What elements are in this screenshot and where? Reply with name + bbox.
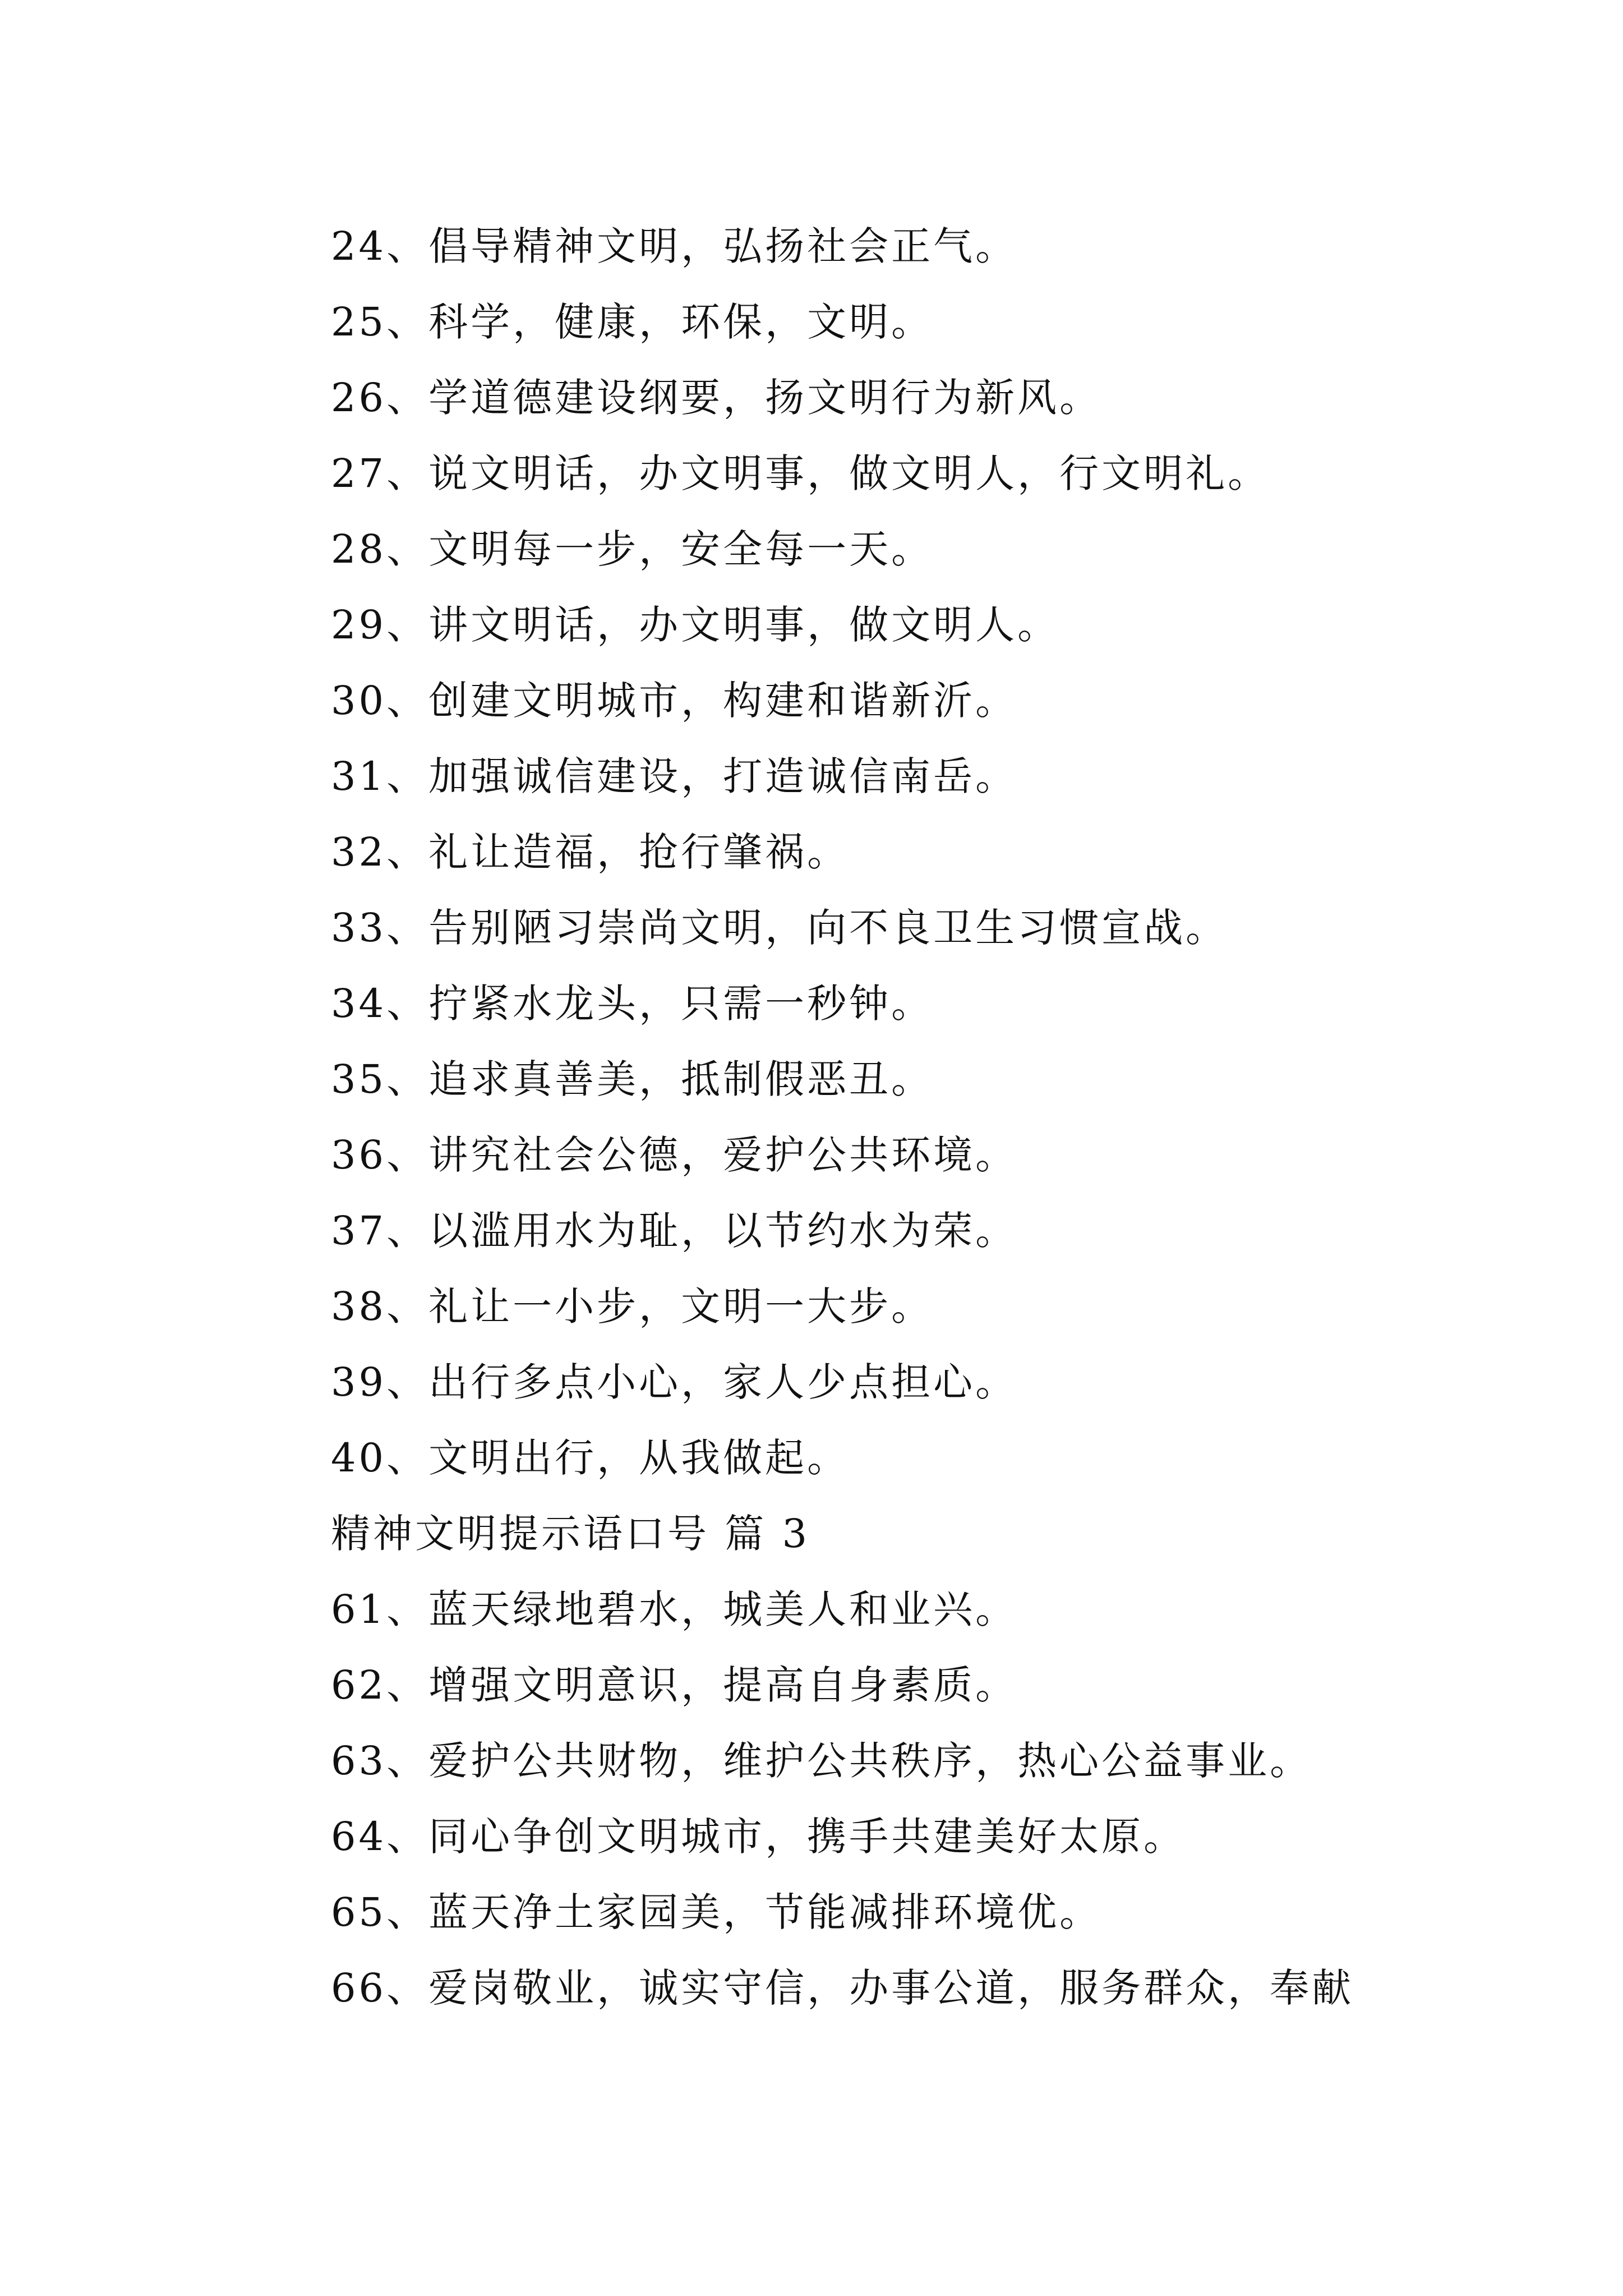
list-item-29: 29、讲文明话，办文明事，做文明人。 [331,602,1060,648]
list-item-26: 26、学道德建设纲要，扬文明行为新风。 [331,375,1102,421]
list-item-62: 62、增强文明意识，提高自身素质。 [331,1662,1018,1708]
list-item-32: 32、礼让造福，抢行肇祸。 [331,829,850,875]
list-item-25: 25、科学，健康，环保，文明。 [331,299,934,345]
list-item-39: 39、出行多点小心，家人少点担心。 [331,1359,1018,1405]
section-heading: 精神文明提示语口号 篇 3 [331,1511,810,1557]
list-item-24: 24、倡导精神文明，弘扬社会正气。 [331,223,1018,269]
list-item-28: 28、文明每一步，安全每一天。 [331,526,934,572]
document-body [331,209,1458,2026]
list-item-61: 61、蓝天绿地碧水，城美人和业兴。 [331,1586,1018,1632]
list-item-40: 40、文明出行，从我做起。 [331,1435,850,1481]
list-item-31: 31、加强诚信建设，打造诚信南岳。 [331,753,1018,799]
list-item-27: 27、说文明话，办文明事，做文明人，行文明礼。 [331,450,1270,496]
list-item-35: 35、追求真善美，抵制假恶丑。 [331,1056,934,1102]
list-item-65: 65、蓝天净土家园美，节能减排环境优。 [331,1889,1102,1935]
list-item-64: 64、同心争创文明城市，携手共建美好太原。 [331,1814,1186,1860]
list-item-36: 36、讲究社会公德，爱护公共环境。 [331,1132,1018,1178]
list-item-37: 37、以滥用水为耻，以节约水为荣。 [331,1208,1018,1254]
list-item-66: 66、爱岗敬业，诚实守信，办事公道，服务群众，奉献 [331,1965,1354,2011]
list-item-38: 38、礼让一小步，文明一大步。 [331,1283,934,1329]
list-item-34: 34、拧紧水龙头，只需一秒钟。 [331,981,934,1027]
list-item-33: 33、告别陋习崇尚文明，向不良卫生习惯宣战。 [331,905,1228,951]
list-item-30: 30、创建文明城市，构建和谐新沂。 [331,678,1018,724]
list-item-63: 63、爱护公共财物，维护公共秩序，热心公益事业。 [331,1738,1312,1784]
